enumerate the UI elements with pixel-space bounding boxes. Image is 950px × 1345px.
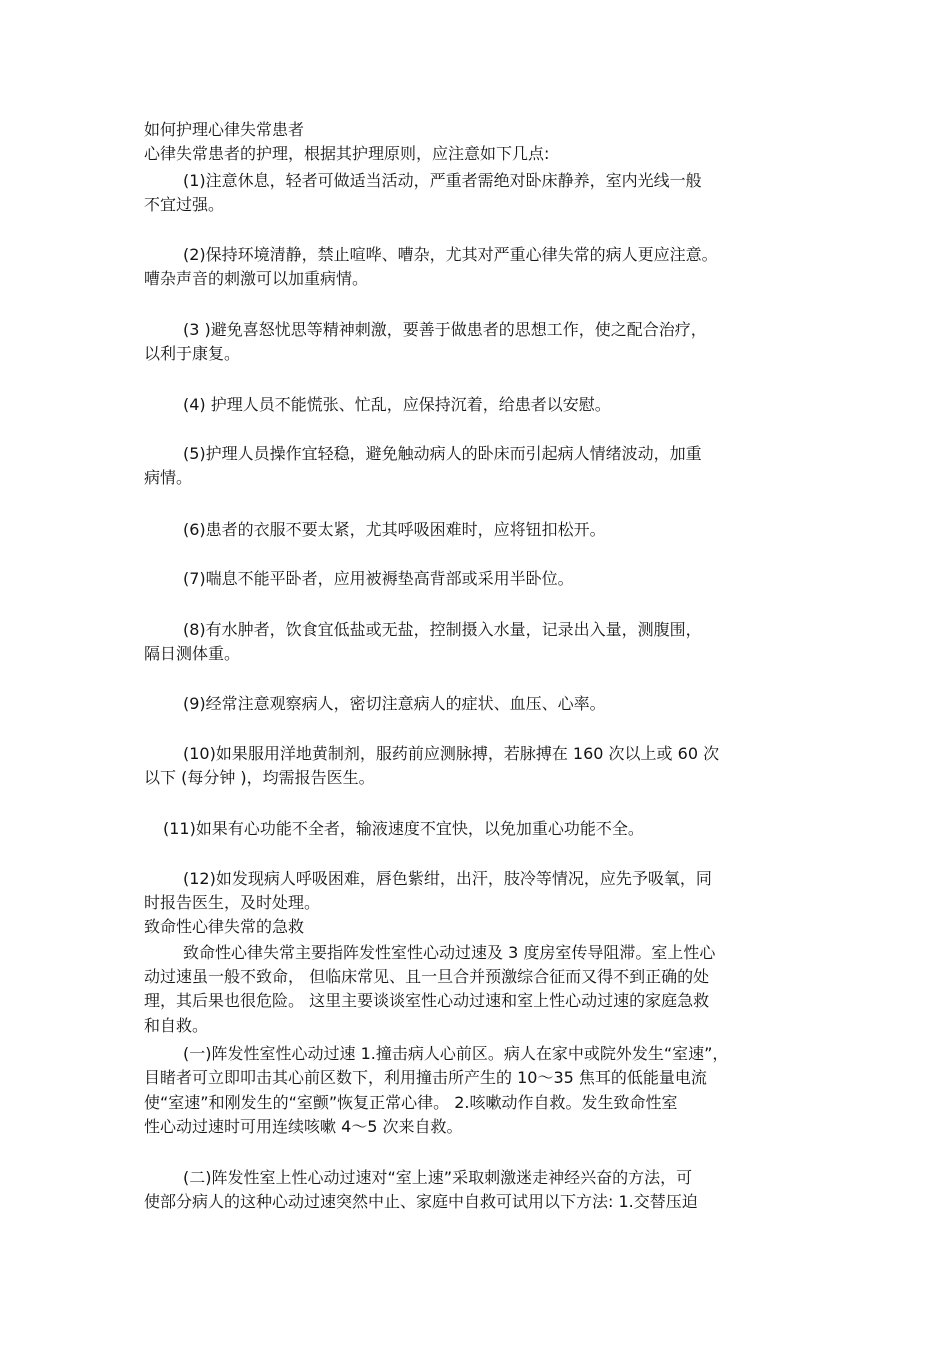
item-10-line-2: 以下 (每分钟 )，均需报告医生。	[144, 768, 375, 787]
item-4-line-1: (4) 护理人员不能慌张、忙乱，应保持沉着，给患者以安慰。	[183, 395, 611, 414]
item-12-line-1: (12)如发现病人呼吸困难，唇色紫绀，出汗，肢冷等情况，应先予吸氧，同	[183, 869, 712, 888]
item-7-line-1: (7)喘息不能平卧者，应用被褥垫高背部或采用半卧位。	[183, 569, 574, 588]
item-5-line-1: (5)护理人员操作宜轻稳，避免触动病人的卧床而引起病人情绪波动，加重	[183, 444, 702, 463]
item-1-line-1: (1)注意休息，轻者可做适当活动，严重者需绝对卧床静养，室内光线一般	[183, 171, 702, 190]
part1-line-4: 性心动过速时可用连续咳嗽 4～5 次来自救。	[144, 1117, 463, 1136]
item-2-line-2: 嘈杂声音的刺激可以加重病情。	[144, 269, 369, 288]
section-para-line-1: 致命性心律失常主要指阵发性室性心动过速及 3 度房室传导阻滞。室上性心	[183, 943, 716, 962]
section-title: 致命性心律失常的急救	[144, 917, 305, 936]
section-para-line-4: 和自救。	[144, 1016, 209, 1035]
part1-line-2: 目睹者可立即叩击其心前区数下，利用撞击所产生的 10～35 焦耳的低能量电流	[144, 1068, 707, 1087]
section-para-line-2: 动过速虽一般不致命， 但临床常见、且一旦合并预激综合征而又得不到正确的处	[144, 967, 710, 986]
item-9-line-1: (9)经常注意观察病人，密切注意病人的症状、血压、心率。	[183, 694, 606, 713]
item-5-line-2: 病情。	[144, 468, 193, 487]
item-3-line-1: (3 )避免喜怒忧思等精神刺激，要善于做患者的思想工作，使之配合治疗，	[183, 320, 707, 339]
item-8-line-2: 隔日测体重。	[144, 644, 241, 663]
item-2-line-1: (2)保持环境清静，禁止喧哗、嘈杂，尤其对严重心律失常的病人更应注意。	[183, 245, 718, 264]
page-title: 如何护理心律失常患者	[144, 120, 305, 139]
item-3-line-2: 以利于康复。	[144, 344, 241, 363]
item-6-line-1: (6)患者的衣服不要太紧，尤其呼吸困难时，应将钮扣松开。	[183, 520, 606, 539]
part1-line-3: 使“室速”和刚发生的“室颤”恢复正常心律。 2.咳嗽动作自救。发生致命性室	[144, 1093, 678, 1112]
part2-line-1: (二)阵发性室上性心动过速对“室上速”采取刺激迷走神经兴奋的方法，可	[183, 1168, 693, 1187]
item-12-line-2: 时报告医生，及时处理。	[144, 893, 321, 912]
item-11-line-1: (11)如果有心功能不全者，输液速度不宜快，以免加重心功能不全。	[163, 819, 644, 838]
intro-text: 心律失常患者的护理，根据其护理原则，应注意如下几点:	[144, 144, 550, 163]
part2-line-2: 使部分病人的这种心动过速突然中止、家庭中自救可试用以下方法: 1.交替压迫	[144, 1192, 698, 1211]
item-1-line-2: 不宜过强。	[144, 195, 225, 214]
item-8-line-1: (8)有水肿者，饮食宜低盐或无盐，控制摄入水量，记录出入量，测腹围，	[183, 620, 702, 639]
section-para-line-3: 理，其后果也很危险。 这里主要谈谈室性心动过速和室上性心动过速的家庭急救	[144, 991, 710, 1010]
item-10-line-1: (10)如果服用洋地黄制剂，服药前应测脉搏，若脉搏在 160 次以上或 60 次	[183, 744, 720, 763]
part1-line-1: (一)阵发性室性心动过速 1.撞击病人心前区。病人在家中或院外发生“室速”，	[183, 1044, 729, 1063]
